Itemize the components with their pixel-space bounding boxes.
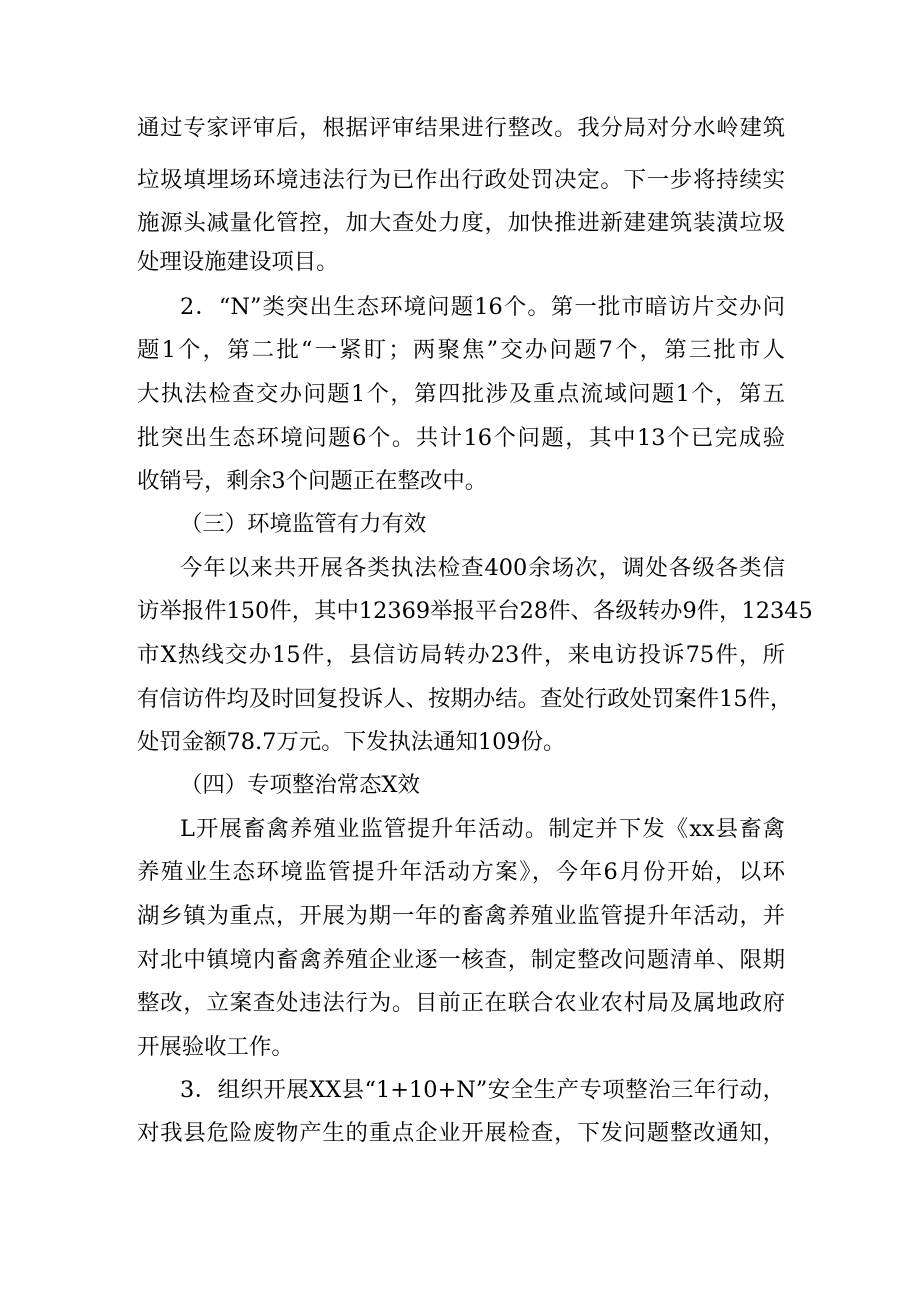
paragraph-line: 大执法检查交办问题1个，第四批涉及重点流域问题1个，第五 [137,381,785,407]
paragraph-line: 对北中镇境内畜禽养殖企业逐一核查，制定整改问题清单、限期 [137,947,785,973]
paragraph-line: 整改，立案查处违法行为。目前正在联合农业农村局及属地政府 [137,990,785,1016]
paragraph-line: 养殖业生态环境监管提升年活动方案》，今年6月份开始，以环 [137,859,785,885]
paragraph-line: 通过专家评审后，根据评审结果进行整改。我分局对分水岭建筑 [137,115,785,141]
paragraph-line: 访举报件150件，其中12369举报平台28件、各级转办9件，12345 [137,598,813,624]
paragraph-line: 湖乡镇为重点，开展为期一年的畜禽养殖业监管提升年活动，并 [137,903,785,929]
paragraph-line: 处理设施建设项目。 [137,249,339,275]
section-heading: （四）专项整治常态X效 [180,772,420,798]
paragraph-line: 对我县危险废物产生的重点企业开展检查，下发问题整改通知， [137,1120,785,1146]
paragraph-line: 2．“N”类突出生态环境问题16个。第一批市暗访片交办问 [180,294,785,320]
paragraph-line: 收销号，剩余3个问题正在整改中。 [137,468,488,494]
paragraph-line: L开展畜禽养殖业监管提升年活动。制定并下发《xx县畜禽 [180,816,785,842]
paragraph-line: 处罚金额78.7万元。下发执法通知109份。 [137,729,566,755]
paragraph-line: 有信访件均及时回复投诉人、按期办结。查处行政处罚案件15件， [137,686,793,712]
paragraph-line: 题1个，第二批“一紧盯；两聚焦”交办问题7个，第三批市人 [137,337,785,363]
paragraph-line: 市X热线交办15件，县信访局转办23件，来电访投诉75件，所 [137,642,785,668]
paragraph-line: 垃圾填埋场环境违法行为已作出行政处罚决定。下一步将持续实 [137,167,785,193]
paragraph-line: 今年以来共开展各类执法检查400余场次，调处各级各类信 [180,555,785,581]
paragraph-line: 开展验收工作。 [137,1034,294,1060]
section-heading: （三）环境监管有力有效 [180,511,427,537]
paragraph-line: 施源头减量化管控，加大查处力度，加快推进新建建筑装潢垃圾 [137,210,785,236]
paragraph-line: 批突出生态环境问题6个。共计16个问题，其中13个已完成验 [137,425,785,451]
paragraph-line: 3．组织开展XX县“1+10+N”安全生产专项整治三年行动， [180,1077,785,1103]
